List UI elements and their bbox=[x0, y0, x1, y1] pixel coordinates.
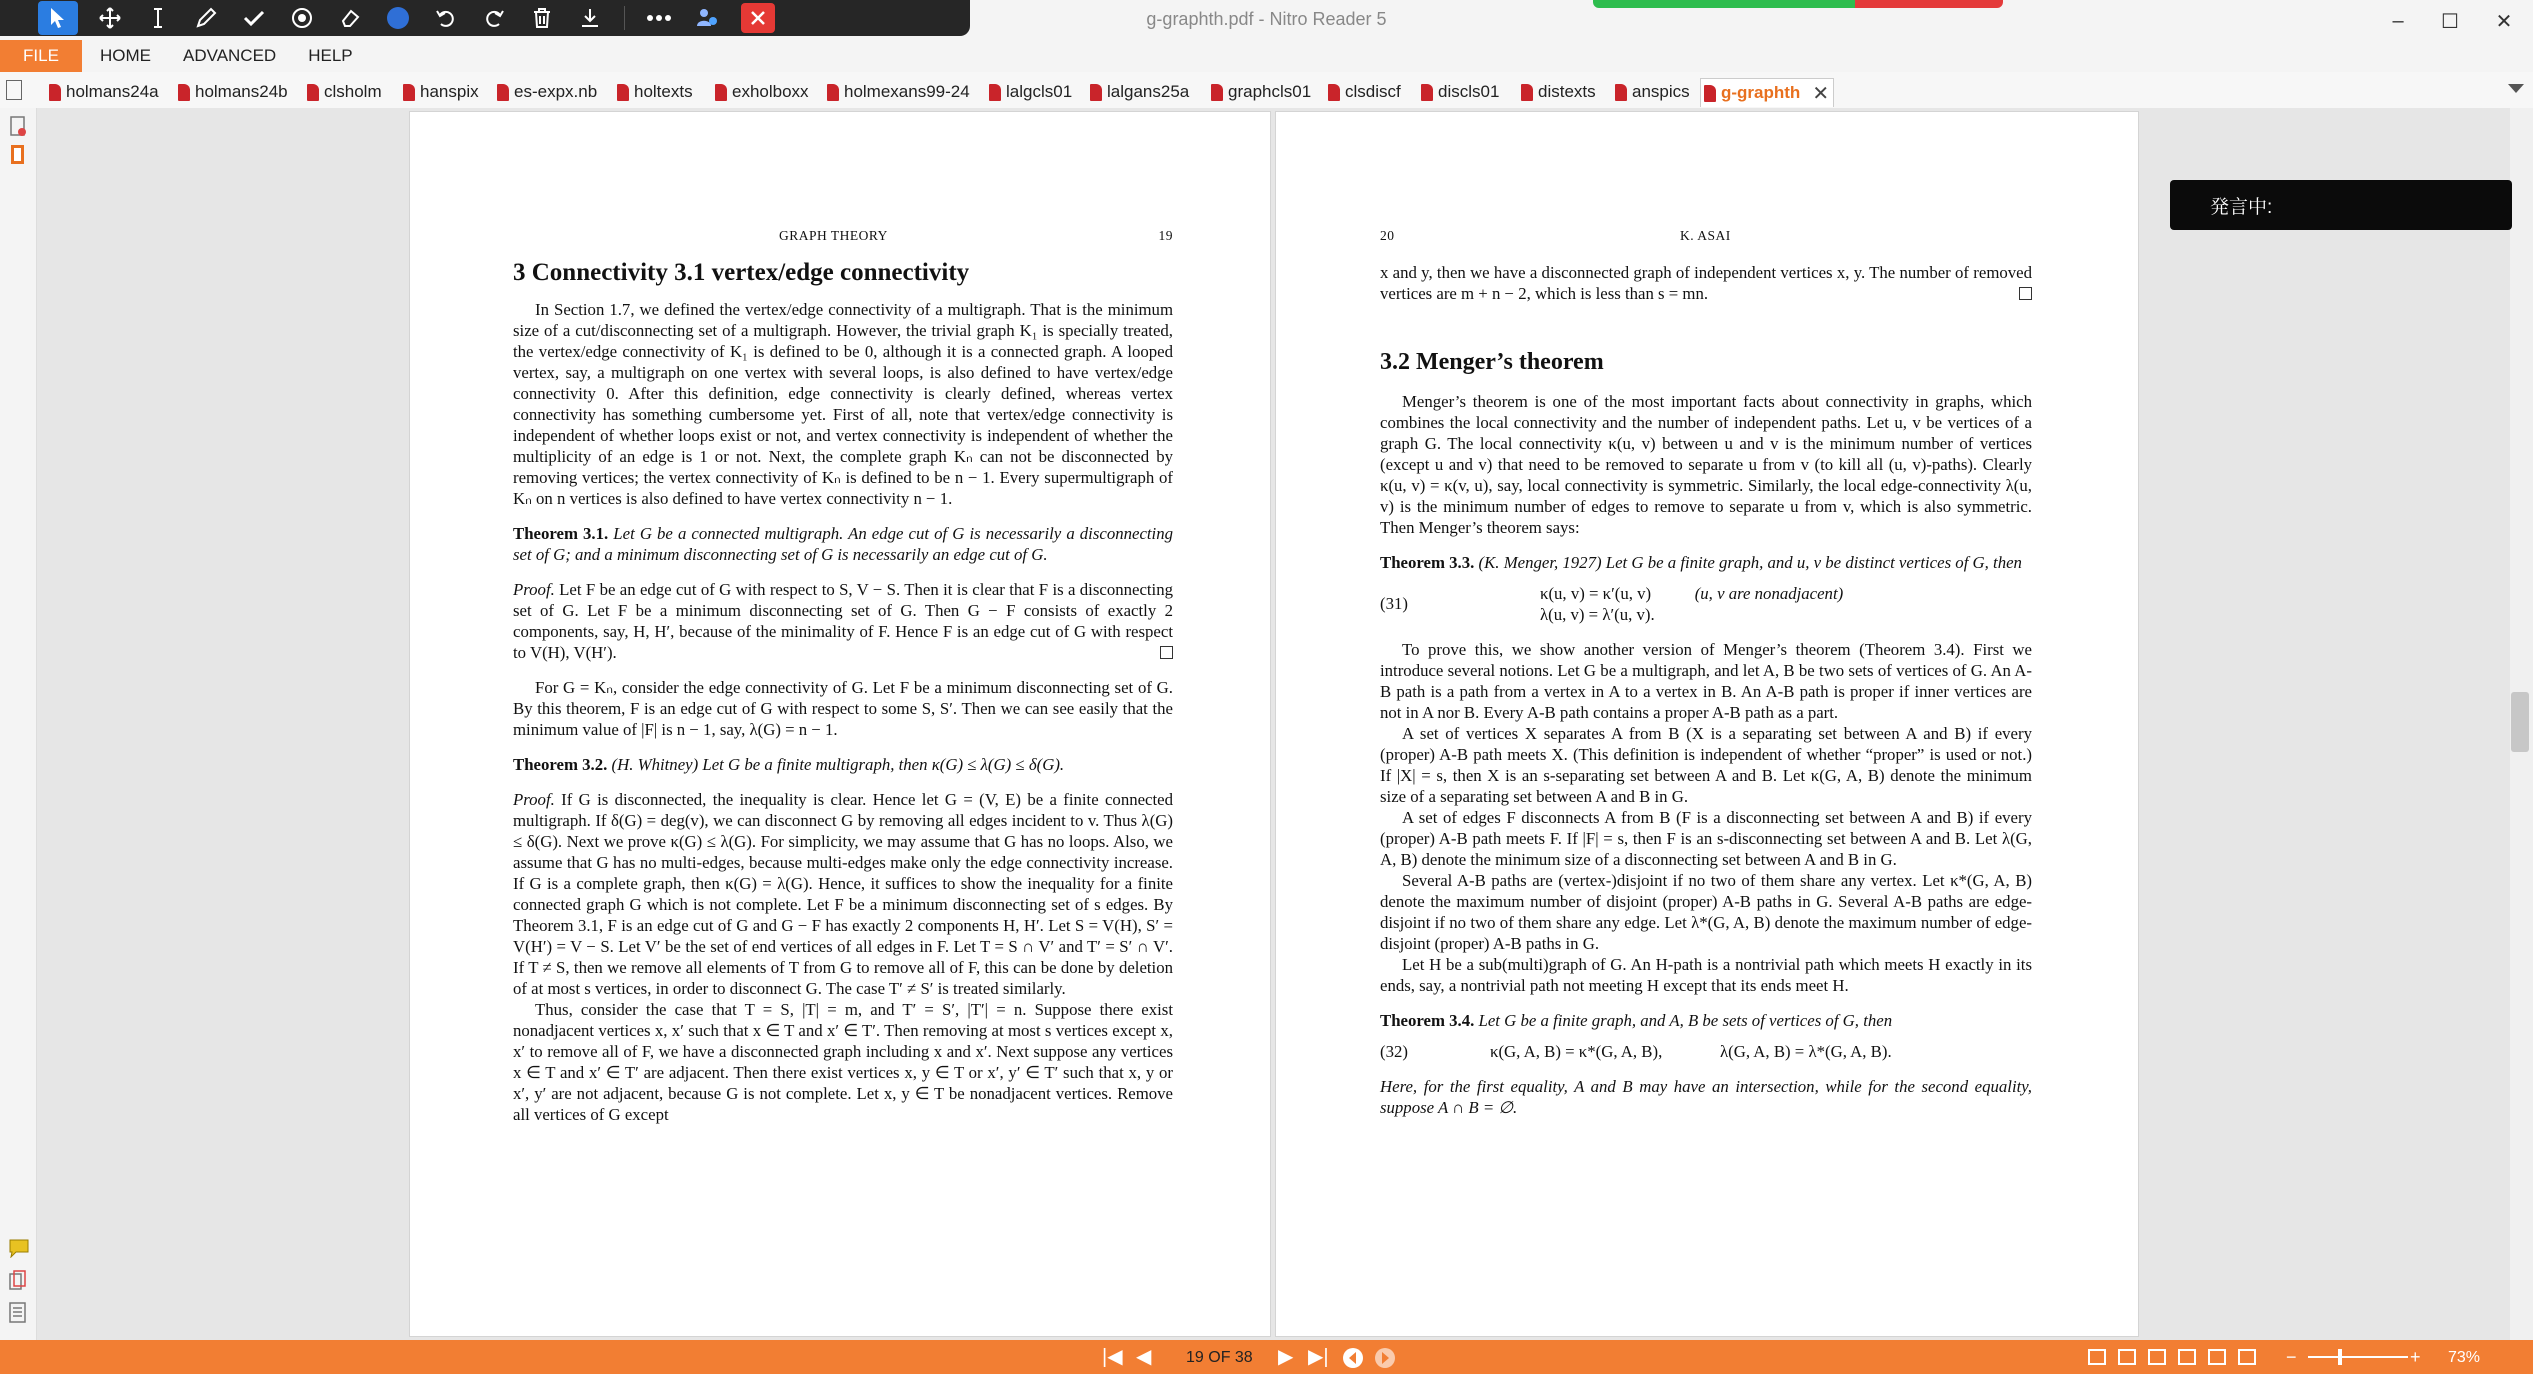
paragraph: Menger’s theorem is one of the most important facts about connectivity in graphs, which combines the local connectivity and the number of independent paths. Let u, v be vertices of a graph G. The local connectivity κ(u, v) between u and v is the minimum number of vertices (except u and v) that need to be removed to separate u from v (to kill all (u, v)-paths). Clearly κ(u, v) = κ(v, u), say, local connectivity is symmetric. Similarly, the local edge-connectivity λ(u, v) is the minimum number of edges to remove to separate u from v, which is also symmetric. Then Menger’s theorem says: bbox=[1380, 392, 2032, 537]
theorem-3-1: Theorem 3.1. Let G be a connected multigraph. An edge cut of G is necessarily a disconnecting set of G; and a minimum disconnecting set of G is necessarily an edge cut of G. bbox=[513, 524, 1173, 564]
paragraph: x and y, then we have a disconnected graph of independent vertices x, y. The number of removed vertices are m + n − 2, which is less than s = mn. bbox=[1380, 263, 2032, 303]
close-window-button[interactable]: ✕ bbox=[2495, 10, 2513, 33]
next-view-icon[interactable] bbox=[1374, 1347, 1396, 1373]
menu-advanced[interactable]: ADVANCED bbox=[183, 46, 277, 65]
menu-file[interactable]: FILE bbox=[0, 40, 82, 72]
doc-tab[interactable]: holmans24b bbox=[175, 78, 288, 106]
previous-view-icon[interactable] bbox=[1342, 1347, 1364, 1373]
theorem-3-3: Theorem 3.3. (K. Menger, 1927) Let G be a finite graph, and u, v be distinct vertices of G, then bbox=[1380, 553, 2022, 572]
paragraph: Here, for the first equality, A and B may have an intersection, while for the second equality, suppose A ∩ B = ∅. bbox=[1380, 1077, 2032, 1117]
stamp-icon[interactable] bbox=[278, 0, 326, 36]
download-icon[interactable] bbox=[566, 0, 614, 36]
zoom-out-icon[interactable]: − bbox=[2286, 1347, 2297, 1367]
pdf-file-icon bbox=[1211, 84, 1223, 101]
running-header: GRAPH THEORY 19 bbox=[779, 228, 1173, 243]
document-viewport[interactable] bbox=[37, 108, 2510, 1340]
minimize-button[interactable]: – bbox=[2392, 9, 2404, 32]
pdf-file-icon bbox=[1421, 84, 1433, 101]
doc-tab[interactable]: holmans24a bbox=[46, 78, 159, 106]
document-tab-bar bbox=[0, 72, 2533, 109]
pdf-file-icon bbox=[617, 84, 629, 101]
first-page-icon[interactable]: |◀ bbox=[1102, 1346, 1123, 1368]
section-title: 3.2 Menger’s theorem bbox=[1380, 349, 1604, 375]
proof: Proof. Let F be an edge cut of G with respect to S, V − S. Then it is clear that F is a disconnecting set of G. Let F be a minimum disconnecting set of G. Then G − F consists of exactly 2 components, say, H, H′, because of the minimality of F. Hence F is an edge cut of G with respect to V(H), V(H′). bbox=[513, 580, 1173, 662]
zoom-slider-knob[interactable] bbox=[2338, 1349, 2342, 1365]
last-page-icon[interactable]: ▶| bbox=[1308, 1346, 1329, 1368]
close-toolbar-icon[interactable] bbox=[741, 3, 775, 33]
pen-icon[interactable] bbox=[182, 0, 230, 36]
pdf-file-icon bbox=[1704, 85, 1716, 102]
paragraph: In Section 1.7, we defined the vertex/edge connectivity of a multigraph. That is the minimum size of a cut/disconnecting set of a multigraph. However, the trivial graph K₁ is specially treated, the vertex/edge connectivity of K₁ is defined to be 0, although it is a connected graph. A looped vertex, say, a multigraph on one vertex with several loops, is also defined to have vertex/edge connectivity 0. After this definition, edge connectivity is clearly defined, whereas vertex connectivity has something cumbersome yet. First of all, note that vertex/edge connectivity is independent of whether loops exist or not, and vertex connectivity is independent of whether the multiplicity of an edge is 1 or not. Next, the complete graph Kₙ can not be disconnected by removing vertices; the vertex connectivity of Kₙ is defined to be n − 1. Every supermultigraph of Kₙ on n vertices is also defined to have vertex connectivity n − 1. bbox=[513, 300, 1173, 508]
status-bar bbox=[0, 1340, 2533, 1374]
close-tab-icon[interactable]: ✕ bbox=[1812, 82, 1830, 105]
running-header: 20 K. ASAI bbox=[1380, 228, 1731, 243]
pdf-file-icon bbox=[497, 84, 509, 101]
equation-32: (32) κ(G, A, B) = κ*(G, A, B), λ(G, A, B) = λ*(G, A, B). bbox=[1380, 1042, 1892, 1061]
proof: Proof. If G is disconnected, the inequality is clear. Hence let G = (V, E) be a finite connected multigraph. If δ(G) = deg(v), we can disconnect G by removing all edges incident to v. Thus λ(G) ≤ δ(G). Next we prove κ(G) ≤ λ(G). For simplicity, we may assume that G has no loops. Also, we assume that G has no multi-edges, because multi-edges make only the edge connectivity increase. If G is a complete graph, then κ(G) = λ(G). Hence, it suffices to show the inequality for a finite connected graph G which is not complete. Let F be a minimum disconnecting set of s edges. By Theorem 3.1, F is an edge cut of G and G − F has exactly 2 components H, H′. Let S = V(H), S′ = V(H′) = V − S. Let V′ be the set of end vertices of all edges in F. Let T = S ∩ V′ and T′ = S′ ∩ V′. If T ≠ S, then we remove all elements of T from G to remove all of F, this can be done by deletion of at most s vertices, in order to disconnect G. The case T′ ≠ S′ is treated similarly. bbox=[513, 790, 1174, 998]
zoom-slider[interactable] bbox=[2308, 1356, 2408, 1358]
menu-home[interactable]: HOME bbox=[100, 46, 151, 65]
doc-tab[interactable]: holtexts bbox=[614, 78, 693, 106]
doc-tab[interactable]: clsholm bbox=[304, 78, 382, 106]
equation-31: (31) κ(u, v) = κ′(u, v) λ(u, v) = λ′(u, v). (u, v are nonadjacent) bbox=[1380, 584, 1844, 624]
doc-tab[interactable]: distexts bbox=[1518, 78, 1596, 106]
pdf-file-icon bbox=[827, 84, 839, 101]
recording-strip bbox=[1593, 0, 2003, 8]
paragraph: A set of edges F disconnects A from B (F is a disconnecting set between A and B) if every (proper) A-B path meets F. If |F| = s, then F is an s-disconnecting set between A and B. Let λ(G, A, B) denote the minimum size of a disconnecting set between A and B in G. bbox=[1380, 808, 2032, 869]
single-page-view-icon[interactable] bbox=[2088, 1349, 2106, 1365]
users-icon[interactable] bbox=[683, 0, 731, 36]
fit-width-icon[interactable] bbox=[2208, 1349, 2226, 1365]
paragraph: To prove this, we show another version of Menger’s theorem (Theorem 3.4). First we introduce several notions. Let G be a multigraph, and let A, B be two sets of vertices of G. An A-B path is a path from a vertex in A to a vertex in B. An A-B path is proper if inner vertices are not in A nor B. Every A-B path contains a proper A-B path as a part. bbox=[1380, 640, 2032, 722]
annotation-toolbar bbox=[0, 0, 970, 36]
trash-icon[interactable] bbox=[518, 0, 566, 36]
doc-tab[interactable]: clsdiscf bbox=[1325, 78, 1401, 106]
eraser-icon[interactable] bbox=[326, 0, 374, 36]
pdf-file-icon bbox=[178, 84, 190, 101]
pdf-file-icon bbox=[1521, 84, 1533, 101]
qed-square-icon bbox=[1160, 646, 1173, 659]
continuous-view-icon[interactable] bbox=[2118, 1349, 2136, 1365]
pdf-file-icon bbox=[307, 84, 319, 101]
theorem-3-2: Theorem 3.2. (H. Whitney) Let G be a finite multigraph, then κ(G) ≤ λ(G) ≤ δ(G). bbox=[513, 755, 1065, 774]
doc-tab[interactable]: discls01 bbox=[1418, 78, 1499, 106]
more-icon[interactable] bbox=[635, 0, 683, 36]
check-icon[interactable] bbox=[230, 0, 278, 36]
pdf-file-icon bbox=[1328, 84, 1340, 101]
maximize-button[interactable]: ☐ bbox=[2441, 10, 2459, 33]
doc-tab[interactable]: lalgans25a bbox=[1087, 78, 1189, 106]
doc-tab-active[interactable]: g-graphth ✕ bbox=[1700, 78, 1834, 107]
tab-list-icon[interactable] bbox=[6, 80, 22, 100]
theorem-3-4: Theorem 3.4. Let G be a finite graph, and A, B be sets of vertices of G, then bbox=[1380, 1011, 1893, 1030]
redo-icon[interactable] bbox=[470, 0, 518, 36]
undo-icon[interactable] bbox=[422, 0, 470, 36]
paragraph: Several A-B paths are (vertex-)disjoint if no two of them share any vertex. Let κ*(G, A, B) denote the maximum number of disjoint (proper) A-B paths in G. Several A-B paths are edge-disjoint if no two of them share any edge. Let λ*(G, A, B) denote the maximum number of edge-disjoint (proper) A-B paths in G. bbox=[1380, 871, 2032, 953]
window-title: g-graphth.pdf - Nitro Reader 5 bbox=[1146, 9, 1387, 29]
move-icon[interactable] bbox=[86, 0, 134, 36]
doc-tab[interactable]: es-expx.nb bbox=[494, 78, 597, 106]
facing-continuous-view-icon[interactable] bbox=[2178, 1349, 2196, 1365]
pdf-page-20 bbox=[1275, 111, 2139, 1337]
doc-tab[interactable]: hanspix bbox=[400, 78, 479, 106]
fit-page-icon[interactable] bbox=[2238, 1349, 2256, 1365]
facing-view-icon[interactable] bbox=[2148, 1349, 2166, 1365]
speaking-overlay: 発言中: bbox=[2170, 180, 2512, 230]
section-title: 3 Connectivity 3.1 vertex/edge connectivity bbox=[513, 259, 970, 286]
doc-tab[interactable]: anspics bbox=[1612, 78, 1690, 106]
pages-panel-icon[interactable] bbox=[8, 116, 28, 138]
scrollbar-thumb[interactable] bbox=[2511, 692, 2529, 752]
comments-panel-icon[interactable] bbox=[8, 1238, 28, 1260]
pdf-file-icon bbox=[989, 84, 1001, 101]
next-page-icon[interactable]: ▶ bbox=[1278, 1346, 1294, 1368]
tab-overflow-chevron-icon[interactable] bbox=[2508, 84, 2524, 93]
doc-tab[interactable]: graphcls01 bbox=[1208, 78, 1311, 106]
previous-page-icon[interactable]: ◀ bbox=[1136, 1346, 1152, 1368]
select-arrow-icon[interactable] bbox=[38, 1, 78, 35]
outline-panel-icon[interactable] bbox=[8, 1302, 28, 1324]
pdf-file-icon bbox=[715, 84, 727, 101]
page-indicator[interactable]: 19 OF 38 bbox=[1186, 1349, 1253, 1366]
paragraph: For G = Kₙ, consider the edge connectivity of G. Let F be a minimum disconnecting set of G. By this theorem, F is an edge cut of G with respect to some S, S′. Then we can see easily that the minimum value of |F| is n − 1, say, λ(G) = n − 1. bbox=[513, 678, 1173, 739]
qed-square-icon bbox=[2019, 287, 2032, 300]
doc-tab[interactable]: exholboxx bbox=[712, 78, 809, 106]
pdf-file-icon bbox=[1090, 84, 1102, 101]
pdf-file-icon bbox=[1615, 84, 1627, 101]
paragraph: Let H be a sub(multi)graph of G. An H-path is a nontrivial path which meets H exactly in its ends, say, a nontrivial path not meeting H except that its ends meet H. bbox=[1380, 955, 2032, 995]
pdf-page-19 bbox=[409, 111, 1271, 1337]
pdf-file-icon bbox=[49, 84, 61, 101]
text-cursor-icon[interactable] bbox=[134, 0, 182, 36]
color-circle-icon[interactable] bbox=[374, 0, 422, 36]
doc-tab[interactable]: lalgcls01 bbox=[986, 78, 1072, 106]
attachments-panel-icon[interactable] bbox=[8, 1270, 28, 1292]
menu-help[interactable]: HELP bbox=[308, 46, 353, 65]
left-sidebar bbox=[0, 108, 37, 1340]
bookmarks-panel-icon[interactable] bbox=[8, 144, 28, 166]
paragraph: Thus, consider the case that T = S, |T| = m, and T′ = S′, |T′| = n. Suppose there exist nonadjacent vertices x, x′ such that x ∈ T and x′ ∈ T′. Then removing at most s vertices except x, x′ to remove all of F, we have a disconnected graph including x and x′. Next suppose any vertices x ∈ T and x′ ∈ T′ are adjacent. Then there exist vertices x, y ∈ T or x′, y′ ∈ T′ such that x, y or x′, y′ are not adjacent, because G is not complete. Let x, y ∈ T be nonadjacent vertices. Remove all vertices of G except bbox=[513, 1000, 1173, 1124]
zoom-level[interactable]: 73% bbox=[2448, 1349, 2481, 1366]
zoom-in-icon[interactable]: + bbox=[2410, 1347, 2421, 1367]
menu-bar bbox=[0, 40, 2533, 72]
doc-tab[interactable]: holmexans99-24 bbox=[824, 78, 970, 106]
paragraph: A set of vertices X separates A from B (X is a separating set between A and B) if every (proper) A-B path meets X. (This definition is independent of whether “proper” is used or not.) If |X| = s, then X is an s-separating set between A and B. Let κ(G, A, B) denote the minimum size of a separating set between A and B in G. bbox=[1380, 724, 2032, 806]
pdf-file-icon bbox=[403, 84, 415, 101]
